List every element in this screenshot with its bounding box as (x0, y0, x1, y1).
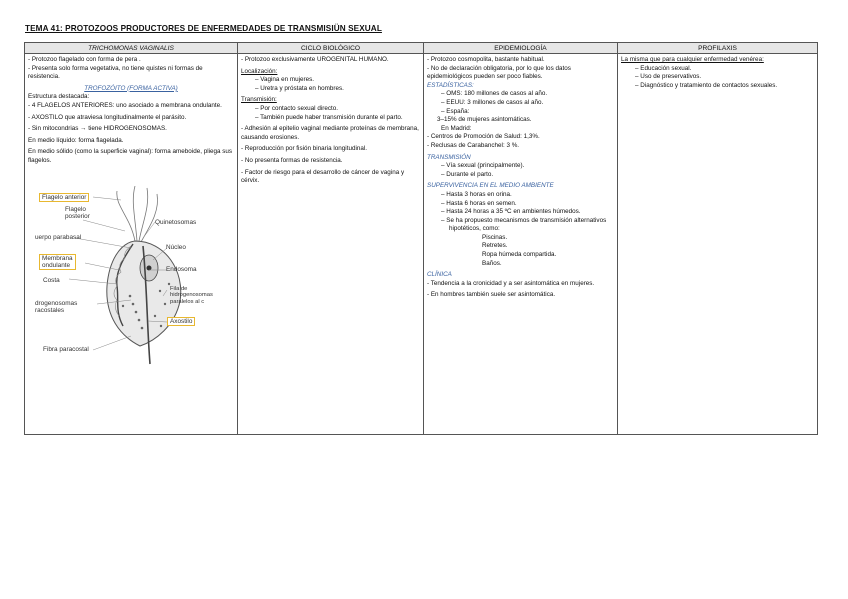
header-row (25, 43, 818, 54)
item-eeuu: – EEUU: 3 millones de casos al año. (441, 98, 544, 106)
header-trichomonas: TRICHOMONAS VAGINALIS (25, 43, 238, 54)
heading-supervivencia: SUPERVIVENCIA EN EL MEDIO AMBIENTE (427, 182, 554, 190)
label-nucleo: Núcleo (166, 243, 186, 251)
text-reproduccion: - Reproducción por fisión binaria longitudinal. (241, 145, 368, 153)
header-epidemiologia: EPIDEMIOLOGÍA (424, 43, 618, 54)
text-mitocondrias: - Sin mitocondrias → tiene HIDROGENOSOMAS. (28, 125, 167, 133)
text-en-madrid: En Madrid: (441, 124, 472, 132)
item-diagnostico-text: Diagnóstico y tratamiento de contactos sexuales. (640, 81, 778, 89)
item-oms: – OMS: 180 millones de casos al año. (441, 90, 548, 98)
text-forma-vegetativa: - Presenta solo forma vegetativa, no tiene quistes ni formas de resistencia. (28, 64, 203, 81)
item-semen: – Hasta 6 horas en semen. (441, 199, 517, 207)
header-ciclo: CICLO BIOLÓGICO (238, 43, 424, 54)
header-profilaxis: PROFILAXIS (618, 43, 818, 54)
text-cronicidad: - Tendencia a la cronicidad y a ser asintomática en mujeres. (427, 279, 595, 287)
text-forma-pera: - Protozoo flagelado con forma de pera . (28, 56, 141, 63)
item-localizacion-2: – Uretra y próstata en hombres. (255, 84, 344, 92)
label-costa: Costa (43, 276, 60, 284)
label-axostilo: Axostilo (167, 317, 195, 326)
text-formas-resistencia: - No presenta formas de resistencia. (241, 156, 343, 164)
text-urogenital: - Protozoo exclusivamente UROGENITAL HUMANO. (241, 56, 389, 63)
item-espana: – España: (441, 107, 470, 115)
text-cosmopolita: - Protozoo cosmopolita, bastante habitual. (427, 56, 545, 63)
label-flagelo-posterior: Flagelo posterior (65, 205, 90, 220)
item-retretes: Retretes. (482, 242, 508, 250)
item-mecanismos: – Se ha propuesto mecanismos de transmisión alternativos hipotéticos, como: (441, 216, 607, 233)
item-espana-text: España: (446, 107, 470, 115)
heading-transmision: Transmisión: (241, 96, 277, 104)
text-axostilo: - AXOSTILO que atraviesa longitudinalmente el parásito. (28, 113, 187, 121)
item-semen-text: Hasta 6 horas en semen. (446, 199, 517, 207)
text-reclusas: - Reclusas de Carabanchel: 3 %. (427, 141, 520, 149)
item-preservativos-text: Uso de preservativos. (640, 73, 702, 81)
item-preservativos: – Uso de preservativos. (635, 73, 702, 81)
heading-transmision-epi: TRANSMISIÓN (427, 153, 471, 161)
label-membrana-ondulante: Membrana ondulante (39, 254, 76, 271)
label-flagelo-anterior: Flagelo anterior (39, 193, 89, 202)
item-oms-text: OMS: 180 millones de casos al año. (446, 90, 548, 98)
item-transmision-1: – Por contacto sexual directo. (255, 104, 338, 112)
item-via-sexual-text: Vía sexual (principalmente). (446, 162, 525, 170)
text-hombres-asintomatica: - En hombres también suele ser asintomática. (427, 291, 556, 299)
item-durante-parto: – Durante el parto. (441, 170, 494, 178)
item-orina-text: Hasta 3 horas en orina. (446, 190, 512, 198)
item-transmision-1-text: Por contacto sexual directo. (260, 104, 338, 112)
label-fibra-paracostal: Fibra paracostal (43, 345, 89, 353)
cell-trichomonas (25, 54, 238, 435)
trichomonas-diagram (35, 186, 213, 366)
cell-ciclo (238, 54, 424, 435)
item-localizacion-2-text: Uretra y próstata en hombres. (260, 84, 344, 92)
item-piscinas: Piscinas. (482, 233, 508, 241)
text-estructura: Estructura destacada: (28, 93, 90, 101)
item-orina: – Hasta 3 horas en orina. (441, 190, 512, 198)
content-row (25, 54, 818, 435)
text-flagelos: - 4 FLAGELOS ANTERIORES: uno asociado a membrana ondulante. (28, 101, 222, 109)
label-hidrogenosomas-racostales: drogenosomas racostales (35, 299, 78, 314)
main-table (24, 42, 818, 435)
heading-localizacion: Localización: (241, 67, 278, 75)
text-profilaxis-intro: La misma que para cualquier enfermedad venérea: (621, 56, 764, 63)
cell-profilaxis (618, 54, 818, 435)
item-via-sexual: – Vía sexual (principalmente). (441, 162, 525, 170)
item-humedos: – Hasta 24 horas a 35 ºC en ambientes húmedos. (441, 208, 581, 216)
label-endosoma: Endosoma (166, 265, 197, 273)
page-title: TEMA 41: PROTOZOOS PRODUCTORES DE ENFERMEDADES DE TRANSMISIÜN SEXUAL (25, 24, 382, 33)
text-medio-solido: En medio sólido (como la superficie vaginal): forma ameboide, pliega sus flagelos. (28, 148, 233, 164)
item-mecanismos-text: Se ha propuesto mecanismos de transmisión alternativos hipotéticos, como: (446, 216, 607, 233)
text-factor-riesgo: - Factor de riesgo para el desarrollo de cáncer de vagina y cérvix. (241, 168, 405, 185)
item-ropa-humeda: Ropa húmeda compartida. (482, 251, 557, 259)
cell-epidemiologia (424, 54, 618, 435)
item-durante-parto-text: Durante el parto. (446, 170, 494, 178)
item-banos: Baños. (482, 259, 502, 267)
trichomonas-drawing (35, 186, 210, 366)
item-transmision-2: – También puede haber transmisión durante el parto. (255, 113, 403, 121)
text-centros-promocion: - Centros de Promoción de Salud: 1,3%. (427, 133, 540, 141)
item-transmision-2-text: También puede haber transmisión durante el parto. (260, 113, 403, 121)
item-humedos-text: Hasta 24 horas a 35 ºC en ambientes húmedos. (446, 208, 581, 216)
text-mujeres-asintomaticas: 3–15% de mujeres asintomáticas. (437, 116, 532, 124)
item-localizacion-1-text: Vagina en mujeres. (260, 76, 315, 84)
label-fila-hidrogenosomas: Fila de hidrogenosomas paralelos al c (170, 285, 213, 305)
text-adhesion: - Adhesión al epitelio vaginal mediante proteínas de membrana, causando erosiones. (241, 125, 419, 141)
text-declaracion: - No de declaración obligatoria, por lo que los datos epidemiológicos pueden ser poco fiables. (427, 64, 571, 81)
item-eeuu-text: EEUU: 3 millones de casos al año. (446, 98, 544, 106)
item-educacion-sexual: – Educación sexual. (635, 64, 692, 72)
item-localizacion-1: – Vagina en mujeres. (255, 76, 315, 84)
heading-clinica: CLÍNICA (427, 271, 452, 279)
item-diagnostico: – Diagnóstico y tratamiento de contactos sexuales. (635, 81, 778, 89)
text-medio-liquido: En medio líquido: forma flagelada. (28, 136, 124, 144)
label-cuerpo-parabasal: uerpo parabasal (35, 233, 82, 241)
heading-trofozoito: TROFOZÓITO (FORMA ACTIVA) (84, 84, 178, 92)
label-quinetosomas: Quinetosomas (155, 218, 197, 226)
heading-estadisticas: ESTADÍSTICAS: (427, 81, 474, 89)
item-educacion-sexual-text: Educación sexual. (640, 64, 692, 72)
